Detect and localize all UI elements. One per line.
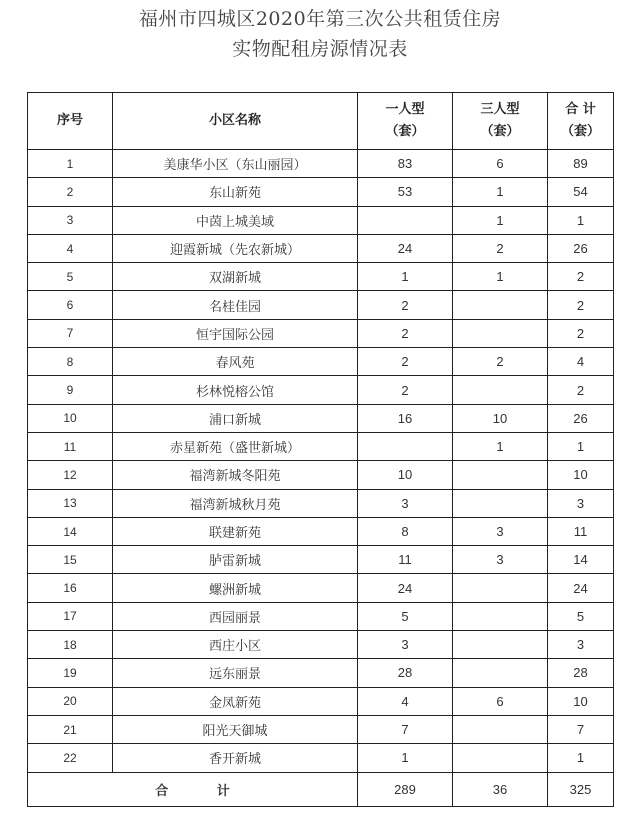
table-row xyxy=(28,376,614,404)
table-row xyxy=(28,234,614,262)
table-row xyxy=(28,206,614,234)
row-three-person xyxy=(453,602,548,630)
row-total: 2 xyxy=(548,376,614,404)
row-name: 西园丽景 xyxy=(113,602,358,630)
row-name: 联建新苑 xyxy=(113,517,358,545)
row-name: 浦口新城 xyxy=(113,404,358,432)
row-total: 26 xyxy=(548,404,614,432)
row-three-person: 2 xyxy=(453,348,548,376)
row-name: 阳光天御城 xyxy=(113,715,358,743)
row-one-person: 2 xyxy=(358,319,453,347)
document-title-line2: 实物配租房源情况表 xyxy=(232,38,408,60)
row-one-person: 28 xyxy=(358,659,453,687)
table-row xyxy=(28,263,614,291)
table-row xyxy=(28,659,614,687)
row-total: 3 xyxy=(548,489,614,517)
row-name: 胪雷新城 xyxy=(113,546,358,574)
row-index: 6 xyxy=(28,291,113,319)
row-one-person: 2 xyxy=(358,348,453,376)
table-total-row xyxy=(28,772,614,806)
row-index: 4 xyxy=(28,234,113,262)
row-three-person xyxy=(453,744,548,772)
row-three-person xyxy=(453,631,548,659)
row-three-person: 1 xyxy=(453,206,548,234)
table-row xyxy=(28,461,614,489)
table-row xyxy=(28,546,614,574)
row-total: 4 xyxy=(548,348,614,376)
row-total: 3 xyxy=(548,631,614,659)
row-name: 名桂佳园 xyxy=(113,291,358,319)
row-one-person: 3 xyxy=(358,631,453,659)
row-index: 15 xyxy=(28,546,113,574)
header-total-line1: 合 计 xyxy=(565,102,596,117)
row-three-person xyxy=(453,715,548,743)
row-three-person xyxy=(453,376,548,404)
document-title-line1: 福州市四城区2020年第三次公共租赁住房 xyxy=(138,8,502,30)
row-three-person: 6 xyxy=(453,150,548,178)
row-total: 26 xyxy=(548,234,614,262)
row-name: 福湾新城冬阳苑 xyxy=(113,461,358,489)
row-total: 1 xyxy=(548,744,614,772)
row-total: 28 xyxy=(548,659,614,687)
row-three-person: 2 xyxy=(453,234,548,262)
row-name: 中茵上城美域 xyxy=(113,206,358,234)
row-three-person: 1 xyxy=(453,178,548,206)
row-index: 21 xyxy=(28,715,113,743)
table-row xyxy=(28,574,614,602)
row-three-person xyxy=(453,461,548,489)
row-index: 19 xyxy=(28,659,113,687)
row-total: 89 xyxy=(548,150,614,178)
header-three-person-line2: （套） xyxy=(480,124,520,139)
row-one-person: 3 xyxy=(358,489,453,517)
row-one-person: 16 xyxy=(358,404,453,432)
header-three-person xyxy=(453,93,548,150)
row-name: 福湾新城秋月苑 xyxy=(113,489,358,517)
table-row xyxy=(28,744,614,772)
table-row xyxy=(28,404,614,432)
row-index: 13 xyxy=(28,489,113,517)
header-one-person xyxy=(358,93,453,150)
table-row xyxy=(28,432,614,460)
total-one-person: 289 xyxy=(358,772,453,806)
row-three-person: 3 xyxy=(453,517,548,545)
row-one-person xyxy=(358,432,453,460)
row-total: 7 xyxy=(548,715,614,743)
row-total: 1 xyxy=(548,432,614,460)
row-one-person: 1 xyxy=(358,744,453,772)
row-one-person: 53 xyxy=(358,178,453,206)
row-one-person: 4 xyxy=(358,687,453,715)
row-index: 8 xyxy=(28,348,113,376)
housing-table xyxy=(27,92,614,807)
row-total: 1 xyxy=(548,206,614,234)
row-three-person xyxy=(453,489,548,517)
row-one-person: 8 xyxy=(358,517,453,545)
row-one-person: 1 xyxy=(358,263,453,291)
table-row xyxy=(28,291,614,319)
row-one-person: 11 xyxy=(358,546,453,574)
table-row xyxy=(28,631,614,659)
row-name: 赤星新苑（盛世新城） xyxy=(113,432,358,460)
row-index: 9 xyxy=(28,376,113,404)
row-total: 14 xyxy=(548,546,614,574)
row-index: 14 xyxy=(28,517,113,545)
row-name: 金凤新苑 xyxy=(113,687,358,715)
row-one-person: 10 xyxy=(358,461,453,489)
table-row xyxy=(28,687,614,715)
header-name: 小区名称 xyxy=(113,93,358,150)
row-name: 远东丽景 xyxy=(113,659,358,687)
row-name: 香开新城 xyxy=(113,744,358,772)
header-three-person-line1: 三人型 xyxy=(480,102,520,117)
row-one-person: 7 xyxy=(358,715,453,743)
total-label-text: 合 计 xyxy=(155,783,252,799)
row-three-person: 6 xyxy=(453,687,548,715)
row-name: 杉林悦榕公馆 xyxy=(113,376,358,404)
header-total-line2: （套） xyxy=(560,124,600,139)
row-three-person: 3 xyxy=(453,546,548,574)
row-three-person: 10 xyxy=(453,404,548,432)
header-index: 序号 xyxy=(28,93,113,150)
row-name: 美康华小区（东山丽园） xyxy=(113,150,358,178)
row-index: 12 xyxy=(28,461,113,489)
total-label xyxy=(28,772,358,806)
row-index: 18 xyxy=(28,631,113,659)
row-name: 西庄小区 xyxy=(113,631,358,659)
row-three-person xyxy=(453,574,548,602)
row-index: 1 xyxy=(28,150,113,178)
row-index: 16 xyxy=(28,574,113,602)
row-total: 11 xyxy=(548,517,614,545)
row-three-person: 1 xyxy=(453,432,548,460)
table-row xyxy=(28,150,614,178)
row-total: 54 xyxy=(548,178,614,206)
row-total: 2 xyxy=(548,291,614,319)
row-total: 2 xyxy=(548,319,614,347)
table-row xyxy=(28,348,614,376)
total-three-person: 36 xyxy=(453,772,548,806)
row-name: 双湖新城 xyxy=(113,263,358,291)
row-index: 17 xyxy=(28,602,113,630)
table-row xyxy=(28,517,614,545)
row-total: 10 xyxy=(548,461,614,489)
row-name: 春风苑 xyxy=(113,348,358,376)
row-one-person: 83 xyxy=(358,150,453,178)
table-row xyxy=(28,178,614,206)
row-name: 迎霞新城（先农新城） xyxy=(113,234,358,262)
row-total: 24 xyxy=(548,574,614,602)
total-all: 325 xyxy=(548,772,614,806)
row-index: 11 xyxy=(28,432,113,460)
row-total: 2 xyxy=(548,263,614,291)
row-index: 20 xyxy=(28,687,113,715)
row-one-person xyxy=(358,206,453,234)
header-one-person-line2: （套） xyxy=(385,124,425,139)
table-row xyxy=(28,319,614,347)
row-one-person: 5 xyxy=(358,602,453,630)
row-three-person xyxy=(453,659,548,687)
row-one-person: 24 xyxy=(358,574,453,602)
row-three-person xyxy=(453,319,548,347)
table-body xyxy=(28,150,614,773)
row-one-person: 2 xyxy=(358,291,453,319)
row-name: 东山新苑 xyxy=(113,178,358,206)
row-index: 5 xyxy=(28,263,113,291)
table-header-row xyxy=(28,93,614,150)
row-three-person: 1 xyxy=(453,263,548,291)
table-row xyxy=(28,489,614,517)
row-name: 螺洲新城 xyxy=(113,574,358,602)
table-row xyxy=(28,602,614,630)
table-row xyxy=(28,715,614,743)
row-index: 3 xyxy=(28,206,113,234)
row-index: 2 xyxy=(28,178,113,206)
row-total: 10 xyxy=(548,687,614,715)
row-one-person: 24 xyxy=(358,234,453,262)
row-three-person xyxy=(453,291,548,319)
row-one-person: 2 xyxy=(358,376,453,404)
row-total: 5 xyxy=(548,602,614,630)
header-one-person-line1: 一人型 xyxy=(385,102,425,117)
row-index: 10 xyxy=(28,404,113,432)
row-index: 7 xyxy=(28,319,113,347)
row-name: 恒宇国际公园 xyxy=(113,319,358,347)
row-index: 22 xyxy=(28,744,113,772)
header-total xyxy=(548,93,614,150)
